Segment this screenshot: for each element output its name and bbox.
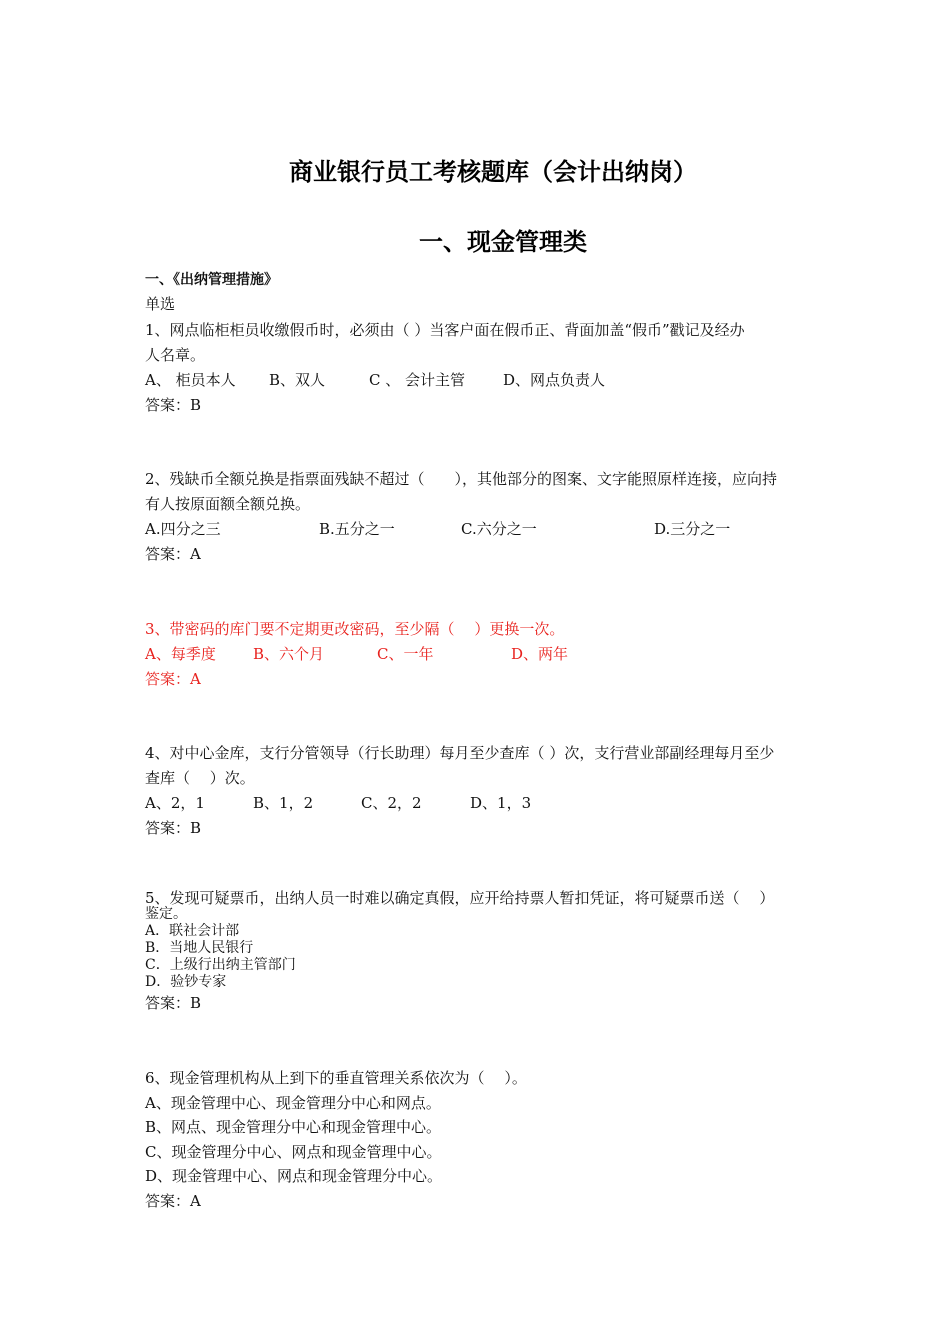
option-a: A、2，1 (145, 794, 205, 812)
question-stem: 1、网点临柜柜员收缴假币时，必须由（ ）当客户面在假币正、背面加盖“假币”戳记及经办 (145, 321, 745, 339)
option-b: B、双人 (269, 371, 326, 389)
question-type-label: 单选 (145, 295, 176, 313)
option-d: D、网点负责人 (503, 371, 606, 389)
option-a: A、 柜员本人 (145, 371, 236, 389)
question-stem-continued: 鉴定。 (145, 906, 187, 922)
question-stem-continued: 人名章。 (145, 346, 206, 364)
option-d: D.三分之一 (654, 520, 731, 538)
option-c: C、2，2 (361, 794, 422, 812)
option-a: A.四分之三 (145, 520, 221, 538)
document-title: 商业银行员工考核题库（会计出纳岗） (289, 158, 697, 186)
option-b: B．当地人民银行 (145, 940, 254, 956)
option-b: B、网点、现金管理分中心和现金管理中心。 (145, 1118, 442, 1136)
answer-label: 答案：A (145, 1192, 201, 1210)
option-c: C、现金管理分中心、网点和现金管理中心。 (145, 1143, 442, 1161)
answer-label: 答案：A (145, 670, 201, 688)
option-d: D、1，3 (470, 794, 532, 812)
question-stem: 3、带密码的库门要不定期更改密码，至少隔（ ）更换一次。 (145, 620, 565, 638)
option-c: C.六分之一 (461, 520, 537, 538)
subsection-heading: 一、《出纳管理措施》 (145, 272, 278, 288)
option-a: A、每季度 (145, 645, 216, 663)
option-b: B、1，2 (253, 794, 314, 812)
answer-label: 答案：B (145, 396, 202, 414)
question-stem: 2、残缺币全额兑换是指票面残缺不超过（ ），其他部分的图案、文字能照原样连接，应向持 (145, 470, 778, 488)
question-stem-continued: 有人按原面额全额兑换。 (145, 495, 311, 513)
option-b: B、六个月 (253, 645, 325, 663)
section-title: 一、现金管理类 (419, 228, 587, 256)
answer-label: 答案：B (145, 994, 202, 1012)
option-d: D、现金管理中心、网点和现金管理分中心。 (145, 1167, 443, 1185)
option-d: D．验钞专家 (145, 974, 227, 990)
option-d: D、两年 (511, 645, 569, 663)
option-b: B.五分之一 (319, 520, 395, 538)
option-a: A．联社会计部 (145, 923, 240, 939)
option-c: C．上级行出纳主管部门 (145, 957, 296, 973)
question-stem-continued: 查库（ ）次。 (145, 769, 255, 787)
answer-label: 答案：B (145, 819, 202, 837)
option-c: C、一年 (377, 645, 434, 663)
option-a: A、现金管理中心、现金管理分中心和网点。 (145, 1094, 441, 1112)
question-stem: 6、现金管理机构从上到下的垂直管理关系依次为（ ）。 (145, 1069, 527, 1087)
option-c: C 、 会计主管 (369, 371, 466, 389)
answer-label: 答案：A (145, 545, 201, 563)
question-stem: 5、发现可疑票币，出纳人员一时难以确定真假，应开给持票人暂扣凭证，将可疑票币送（ ） (145, 889, 775, 907)
question-stem: 4、对中心金库，支行分管领导（行长助理）每月至少查库（ ）次，支行营业部副经理每月至少 (145, 744, 775, 762)
